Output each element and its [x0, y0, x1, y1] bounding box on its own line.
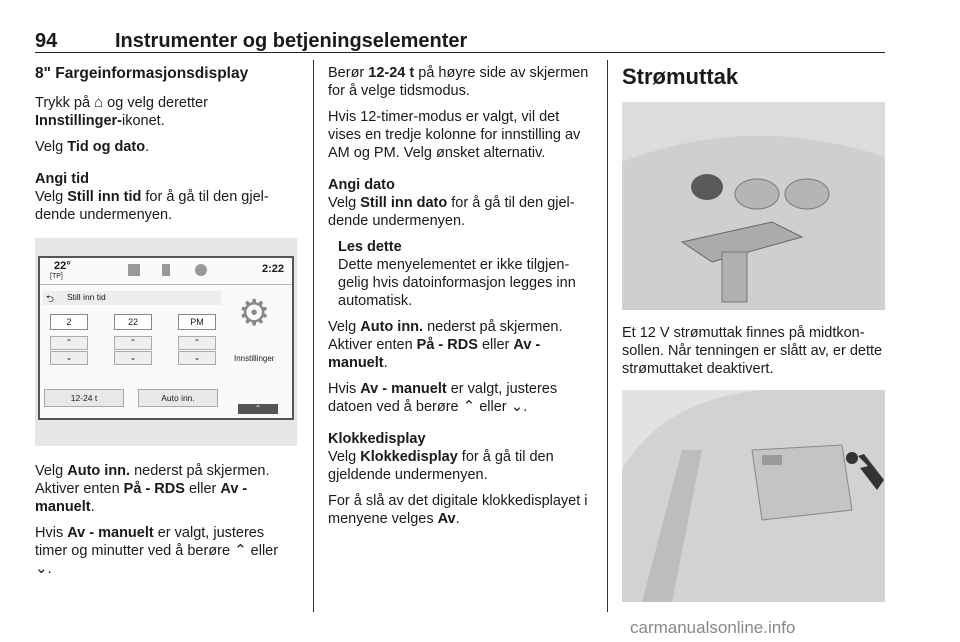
minute-field: 22	[114, 314, 152, 330]
ampm-field: PM	[178, 314, 216, 330]
phone-icon	[162, 264, 170, 276]
paragraph: For å slå av det digitale klokkedisplayet i menyene velges Av.	[328, 493, 588, 527]
chevron-up-icon: ⌃	[238, 404, 278, 414]
paragraph: Velg Klokkedisplay for å gå til den gjeldende undermenyen.	[328, 449, 554, 483]
chapter-title: Instrumenter og betjeningselementer	[115, 30, 468, 52]
hour-up-icon: ⌃	[50, 336, 88, 350]
ampm-up-icon: ⌃	[178, 336, 216, 350]
page-number: 94	[35, 30, 58, 52]
paragraph: Velg Still inn dato for å gå til den gjeldende undermenyen.	[328, 195, 575, 229]
watermark: carmanualsonline.info	[630, 618, 796, 637]
mode-12-24-button: 12-24 t	[44, 389, 124, 407]
console-photo	[622, 102, 885, 310]
auto-set-button: Auto inn.	[138, 389, 218, 407]
tp-indicator: [TP]	[50, 273, 63, 280]
minute-up-icon: ⌃	[114, 336, 152, 350]
column-2	[328, 64, 593, 536]
chevron-up-icon: ⌃	[462, 398, 476, 415]
home-icon: ⌂	[94, 94, 104, 111]
clock-time: 2:22	[261, 263, 284, 275]
paragraph: Velg Still inn tid for å gå til den gjeldende undermenyen.	[35, 189, 269, 223]
minute-down-icon: ⌄	[114, 351, 152, 365]
temperature: 22°	[54, 260, 71, 272]
paragraph: Hvis 12-timer-modus er valgt, vil det vises en tredje kolonne for innstilling av AM og PM. Velg ønsket alternativ.	[328, 109, 581, 161]
display-status-bar	[40, 258, 292, 285]
back-icon: ⮌	[46, 294, 55, 305]
settings-label: Innstillinger	[234, 354, 275, 363]
trunk-photo	[622, 390, 885, 602]
chevron-up-icon: ⌃	[234, 542, 247, 559]
menu-title-row	[43, 291, 221, 305]
column-3	[622, 64, 887, 602]
paragraph: Velg Auto inn. nederst på skjermen. Aktiver enten På - RDS eller Av - manuelt.	[35, 463, 270, 515]
section-heading: 8" Fargeinformasjonsdisplay	[35, 65, 249, 82]
display-illustration	[35, 238, 297, 446]
column-1	[35, 64, 297, 586]
section-heading: Strømuttak	[622, 64, 739, 89]
hour-down-icon: ⌄	[50, 351, 88, 365]
music-icon	[128, 264, 140, 276]
nav-icon	[195, 264, 207, 276]
paragraph: Velg Auto inn. nederst på skjermen. Aktiver enten På - RDS eller Av - manuelt.	[328, 319, 563, 371]
subheading-angi-dato: Angi dato	[328, 177, 395, 193]
paragraph: Trykk på ⌂ og velg deretter Innstillinger-ikonet.	[35, 94, 208, 129]
paragraph: Berør 12-24 t på høyre side av skjermen for å velge tidsmodus.	[328, 65, 589, 99]
display-screen	[38, 256, 294, 420]
subheading-klokkedisplay: Klokkedisplay	[328, 431, 426, 447]
ampm-down-icon: ⌄	[178, 351, 216, 365]
page-header	[35, 30, 885, 53]
note-body: Dette menyelementet er ikke tilgjengelig hvis datoinformasjon legges inn automatisk.	[338, 257, 576, 309]
hour-field: 2	[50, 314, 88, 330]
column-divider	[313, 60, 314, 612]
note-box	[328, 238, 593, 310]
paragraph: Hvis Av - manuelt er valgt, justeres datoen ved å berøre ⌃ eller ⌄.	[328, 381, 558, 415]
paragraph: Hvis Av - manuelt er valgt, justeres timer og minutter ved å berøre ⌃ eller ⌄.	[35, 525, 279, 577]
subheading-angi-tid: Angi tid	[35, 171, 89, 187]
column-divider	[607, 60, 608, 612]
note-title: Les dette	[338, 239, 402, 255]
gear-icon: ⚙	[238, 292, 271, 333]
chevron-down-icon: ⌄	[35, 560, 48, 577]
paragraph: Velg Tid og dato.	[35, 139, 150, 155]
paragraph: Et 12 V strømuttak finnes på midtkonsollen. Når tenningen er slått av, er dette strømuttaket deaktivert.	[622, 325, 883, 377]
chevron-down-icon: ⌄	[510, 398, 524, 415]
menu-title: Still inn tid	[67, 292, 106, 302]
